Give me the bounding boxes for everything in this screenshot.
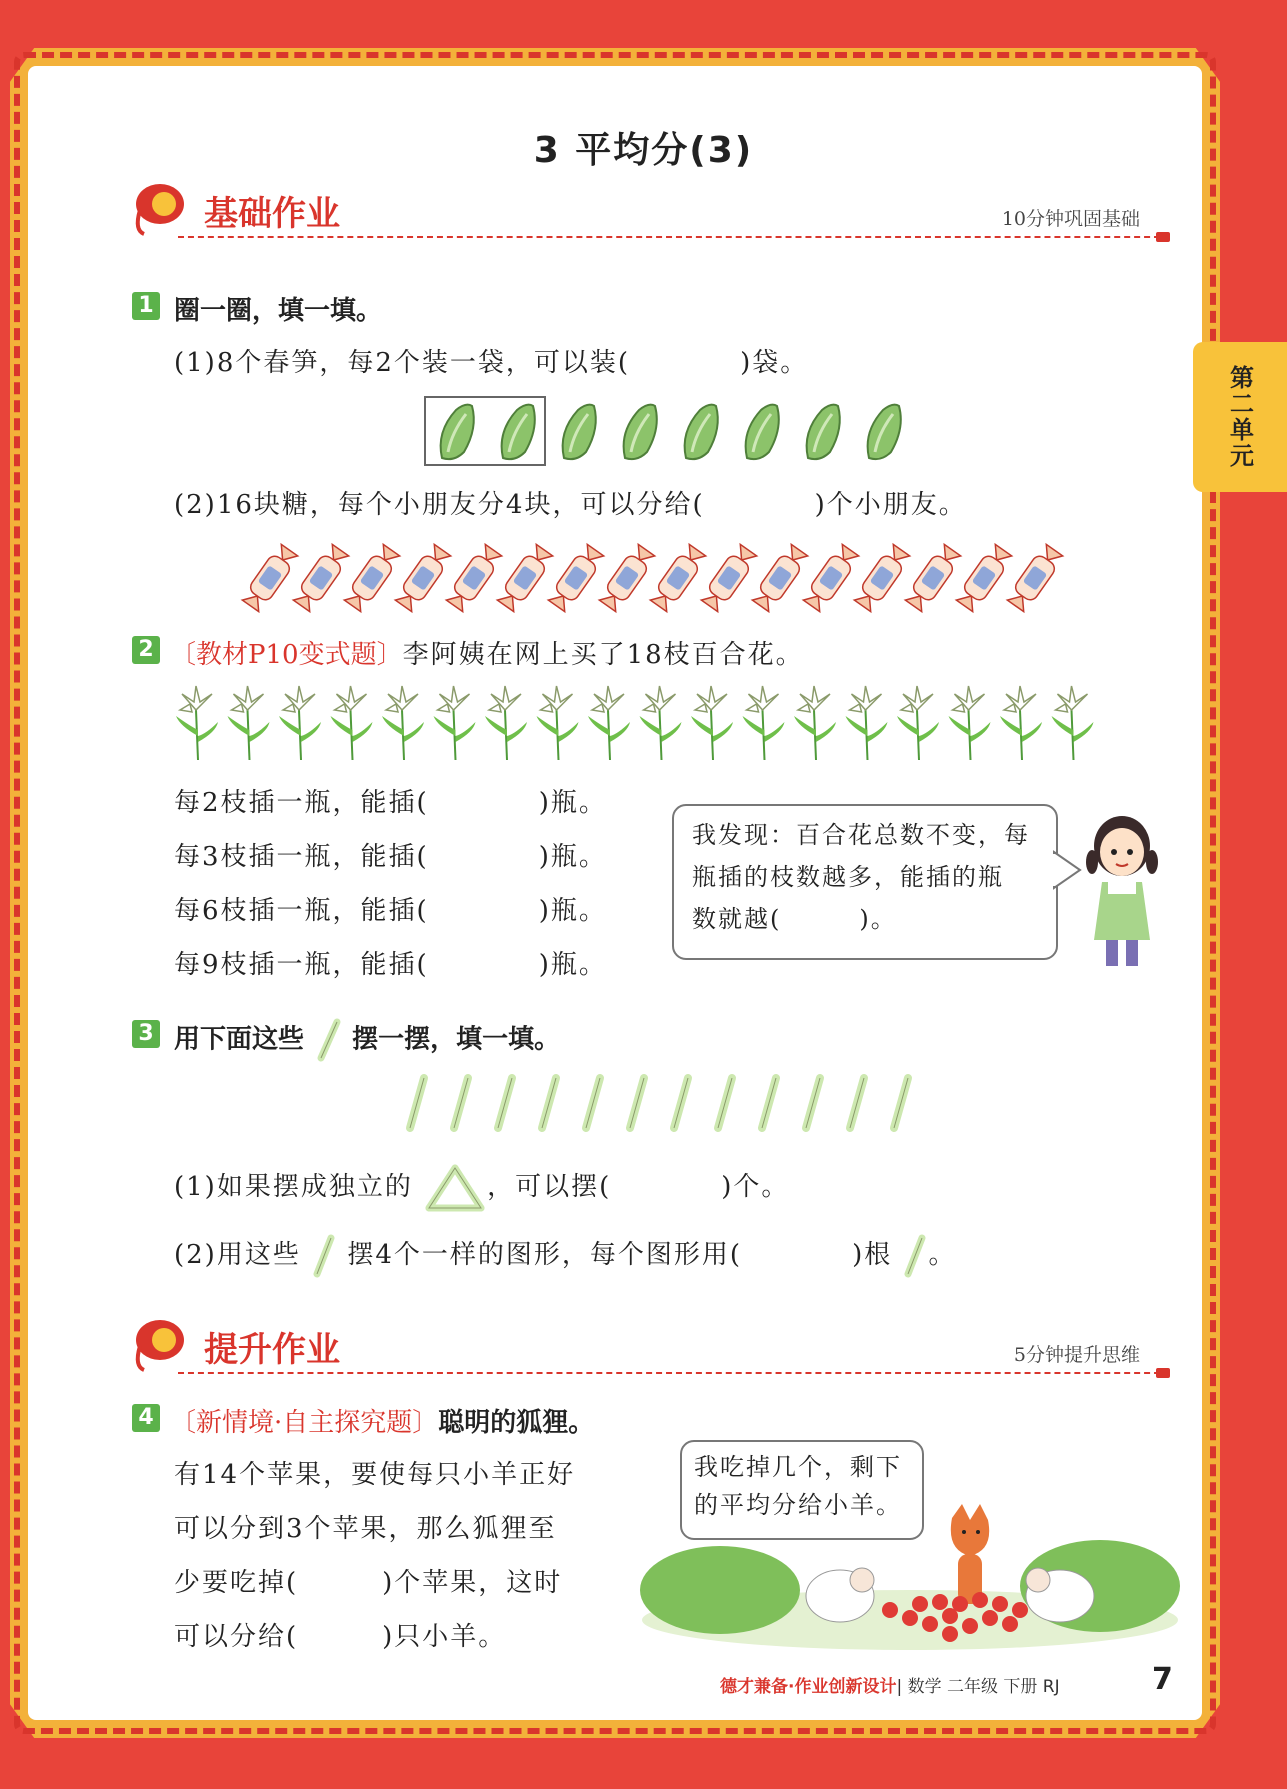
lily-icon (382, 686, 424, 760)
q3-title-before: 用下面这些 (174, 1024, 305, 1055)
q3-part1-text: (1)如果摆成独立的 (174, 1172, 413, 1202)
section-advanced-note: 5分钟提升思维 (1013, 1344, 1140, 1366)
q2-line-3 (174, 890, 607, 927)
section-basic-title: 基础作业 (204, 194, 340, 234)
flower-logo-icon (130, 180, 190, 236)
question-number-4: 4 (132, 1404, 160, 1432)
candy-icon (649, 543, 708, 612)
circle-box (424, 396, 546, 466)
question-4-title (170, 1402, 594, 1439)
stick-icon (313, 1018, 343, 1062)
q2-line-4 (174, 944, 607, 981)
bubble-line-3: 数就越( )。 (692, 905, 897, 933)
bamboo-shoot-icon (685, 405, 718, 459)
question-3-title (174, 1018, 560, 1062)
q1-part1 (174, 342, 808, 379)
bubble-line-1: 我发现：百合花总数不变，每 (692, 821, 1030, 849)
q4-line-1: 有14个苹果，要使每只小羊正好 (174, 1460, 576, 1490)
q3-part2-unit: )根 (852, 1240, 893, 1270)
stick-icon (630, 1078, 644, 1128)
candy-icon (853, 543, 912, 612)
q4-line-4: 可以分给( )只小羊。 (174, 1622, 507, 1652)
candy-icon (496, 543, 555, 612)
unit-tab-label: 第二单元 (1225, 365, 1254, 469)
stick-icon (902, 1234, 928, 1278)
candies-row (252, 540, 1102, 616)
lily-icon (1000, 686, 1042, 760)
q2-line-1-unit: )瓶。 (538, 788, 607, 818)
section-advanced-title: 提升作业 (204, 1330, 340, 1370)
lily-icon (331, 686, 373, 760)
stick-icon (674, 1078, 688, 1128)
sticks-row (390, 1074, 920, 1134)
stick-icon (542, 1078, 556, 1128)
lily-icon (743, 686, 785, 760)
q3-title-after: 摆一摆，填一填。 (352, 1024, 561, 1055)
lily-icon (485, 686, 527, 760)
q3-part2-mid: 摆4个一样的图形，每个图形用( (347, 1240, 743, 1270)
bamboo-shoot-icon (746, 405, 779, 459)
fox-sheep-illustration (640, 1500, 1180, 1650)
fox-bubble-line-1: 我吃掉几个，剩下 (694, 1453, 902, 1481)
q2-line-4-unit: )瓶。 (538, 950, 607, 980)
q2-line-2-text: 每3枝插一瓶，能插( (174, 842, 429, 872)
q2-line-3-unit: )瓶。 (538, 896, 607, 926)
section-basic-header (130, 180, 1170, 244)
footer-brand: 德才兼备·作业创新设计 (720, 1677, 897, 1697)
candy-icon (955, 543, 1014, 612)
question-1-title: 圈一圈，填一填。 (174, 296, 383, 326)
stick-icon (894, 1078, 908, 1128)
triangle-icon (423, 1164, 487, 1212)
fox-bubble-line-2: 的平均分给小羊。 (694, 1491, 902, 1519)
lily-icon (640, 686, 682, 760)
bamboo-shoots-row (424, 396, 904, 466)
q3-part1-unit: )个。 (721, 1172, 790, 1202)
q1-part2-unit: )个小朋友。 (814, 490, 967, 520)
page-title: 3 平均分(3) (533, 130, 754, 171)
stick-icon (850, 1078, 864, 1128)
q3-part1 (174, 1164, 789, 1212)
q4-line-2: 可以分到3个苹果，那么狐狸至 (174, 1514, 557, 1544)
q3-part1-mid: ，可以摆( (487, 1172, 612, 1202)
candy-icon (751, 543, 810, 612)
lily-icon (949, 686, 991, 760)
candy-icon (547, 543, 606, 612)
bubble-line-2: 瓶插的枝数越多，能插的瓶 (692, 863, 1004, 891)
question-4-text: 聪明的狐狸。 (438, 1408, 595, 1438)
q1-part1-text: (1)8个春笋，每2个装一袋，可以装( (174, 348, 631, 378)
q2-line-1-text: 每2枝插一瓶，能插( (174, 788, 429, 818)
lily-icon (588, 686, 630, 760)
candy-icon (343, 543, 402, 612)
candy-icon (904, 543, 963, 612)
stick-icon (762, 1078, 776, 1128)
page-number: 7 (1152, 1662, 1173, 1697)
question-2-tag: 〔教材P10变式题〕 (170, 640, 403, 670)
question-2-title (170, 634, 804, 671)
q2-line-2-unit: )瓶。 (538, 842, 607, 872)
candy-icon (802, 543, 861, 612)
stick-icon (586, 1078, 600, 1128)
candy-icon (700, 543, 759, 612)
q3-part2 (174, 1234, 957, 1278)
candy-icon (1006, 543, 1065, 612)
question-2-text: 李阿姨在网上买了18枝百合花。 (402, 640, 804, 670)
stick-icon (806, 1078, 820, 1128)
q4-line-3: 少要吃掉( )个苹果，这时 (174, 1568, 563, 1598)
footer (720, 1672, 1060, 1697)
divider-end (1156, 1368, 1170, 1378)
candy-icon (598, 543, 657, 612)
q2-line-2 (174, 836, 607, 873)
section-advanced-header (130, 1316, 1170, 1380)
stick-icon (410, 1078, 424, 1128)
footer-book-info: | 数学 二年级 下册 RJ (896, 1677, 1060, 1697)
candy-icon (292, 543, 351, 612)
question-number-2: 2 (132, 636, 160, 664)
lily-icon (846, 686, 888, 760)
q2-line-3-text: 每6枝插一瓶，能插( (174, 896, 429, 926)
section-divider (178, 1372, 1170, 1374)
section-basic-note: 10分钟巩固基础 (1001, 208, 1140, 230)
unit-tab (1193, 342, 1287, 492)
stick-icon (498, 1078, 512, 1128)
girl-illustration (1080, 810, 1164, 970)
lily-icon (794, 686, 836, 760)
candy-icon (445, 543, 504, 612)
bamboo-shoot-icon (624, 405, 657, 459)
question-number-3: 3 (132, 1020, 160, 1048)
section-divider (178, 236, 1170, 238)
q2-line-4-text: 每9枝插一瓶，能插( (174, 950, 429, 980)
lily-icon (279, 686, 321, 760)
bamboo-shoot-icon (563, 405, 596, 459)
lilies-row (172, 686, 1132, 762)
q3-part2-end: 。 (928, 1240, 957, 1270)
q1-part1-unit: )袋。 (740, 348, 809, 378)
bamboo-shoot-icon (807, 405, 840, 459)
lily-icon (897, 686, 939, 760)
lily-icon (176, 686, 218, 760)
stick-icon (311, 1234, 337, 1278)
lily-icon (434, 686, 476, 760)
candy-icon (394, 543, 453, 612)
lily-icon (1052, 686, 1094, 760)
lily-icon (228, 686, 270, 760)
lily-icon (691, 686, 733, 760)
q2-line-1 (174, 782, 607, 819)
girl-speech-bubble (672, 804, 1058, 960)
stick-icon (718, 1078, 732, 1128)
flower-logo-icon (130, 1316, 190, 1372)
q1-part2 (174, 484, 967, 521)
question-number-1: 1 (132, 292, 160, 320)
q1-part2-text: (2)16块糖，每个小朋友分4块，可以分给( (174, 490, 705, 520)
q3-part2-text: (2)用这些 (174, 1240, 301, 1270)
bamboo-shoot-icon (868, 405, 901, 459)
question-4-tag: 〔新情境·自主探究题〕 (170, 1408, 439, 1438)
divider-end (1156, 232, 1170, 242)
stick-icon (454, 1078, 468, 1128)
lily-icon (537, 686, 579, 760)
